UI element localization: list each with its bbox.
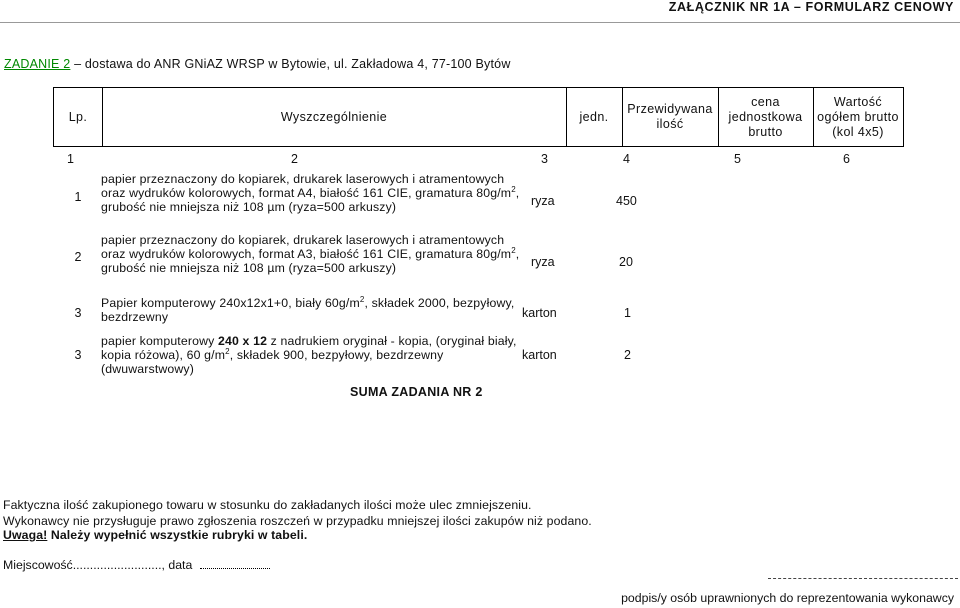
row-1-unit: ryza xyxy=(531,194,555,208)
row-2-lp: 2 xyxy=(74,250,82,264)
row-1-desc-part: papier przeznaczony do kopiarek, drukarek laserowych i atramentowych oraz wydruków kolorowych, format A4, białość 161 CIE, gramatura 80g/m xyxy=(101,172,512,200)
column-number-row xyxy=(53,152,904,166)
row-4-lp: 3 xyxy=(74,348,82,362)
row-2-desc-part: papier przeznaczony do kopiarek, drukarek laserowych i atramentowych oraz wydruków kolorowych, format A3, białość 161 CIE, gramatura 80g/m xyxy=(101,233,512,261)
row-1-description xyxy=(101,172,521,214)
row-1-lp: 1 xyxy=(74,190,82,204)
row-4-quantity: 2 xyxy=(624,348,631,362)
task-sum-label: SUMA ZADANIA NR 2 xyxy=(350,385,483,399)
row-2-description xyxy=(101,233,521,275)
column-number: 1 xyxy=(67,152,74,166)
note-warning xyxy=(3,528,307,542)
row-3-description xyxy=(101,296,521,324)
signature-dotted-line xyxy=(768,578,958,579)
row-3-desc-sup: 2 xyxy=(359,294,365,304)
row-2-unit: ryza xyxy=(531,255,555,269)
row-1-quantity: 450 xyxy=(616,194,637,208)
column-number: 2 xyxy=(291,152,298,166)
row-2-desc-part: , grubość nie mniejsza niż 108 µm (ryza=500 arkuszy) xyxy=(101,247,520,275)
row-1-desc-part: , grubość nie mniejsza niż 108 µm (ryza=500 arkuszy) xyxy=(101,186,520,214)
row-4-desc-bold: 240 x 12 xyxy=(218,334,268,348)
header-unit-price: cena jednostkowa brutto xyxy=(728,94,803,139)
header-unit: jedn. xyxy=(579,109,609,124)
header-description: Wyszczególnienie xyxy=(280,109,388,124)
place-date-label: Miejscowość.........................., data xyxy=(3,558,196,572)
row-4-unit: karton xyxy=(522,348,557,362)
row-4-desc-part: , składek 900, bezpyłowy, bezdrzewny (dwuwarstwowy) xyxy=(101,348,444,376)
column-number: 6 xyxy=(843,152,850,166)
row-4-desc-part: z nadrukiem oryginał - kopia, (oryginał biały, kopia różowa), 60 g/m xyxy=(101,334,517,362)
row-3-desc-part: Papier komputerowy 240x12x1+0, biały 60g/m xyxy=(101,296,360,310)
place-date-line xyxy=(3,558,270,572)
column-number: 4 xyxy=(623,152,630,166)
row-4-description xyxy=(101,334,521,376)
row-3-unit: karton xyxy=(522,306,557,320)
document-title: ZAŁĄCZNIK NR 1A – FORMULARZ CENOWY xyxy=(668,0,954,14)
note-claims: Wykonawcy nie przysługuje prawo zgłoszenia roszczeń w przypadku mniejszej ilości zakupów niż podano. xyxy=(3,514,592,528)
task-line xyxy=(4,57,511,71)
header-divider xyxy=(0,22,960,23)
row-4-desc-part: papier komputerowy xyxy=(101,334,218,348)
column-number: 3 xyxy=(541,152,548,166)
warning-label: Uwaga! xyxy=(3,528,48,542)
row-3-desc-part: , składek 2000, bezpyłowy, bezdrzewny xyxy=(101,296,515,324)
warning-text: Należy wypełnić wszystkie rubryki w tabeli. xyxy=(47,528,308,542)
row-4-desc-sup: 2 xyxy=(225,346,230,356)
header-quantity: Przewidywana ilość xyxy=(627,102,713,131)
note-quantity: Faktyczna ilość zakupionego towaru w stosunku do zakładanych ilości może ulec zmniejszeniu. xyxy=(3,498,532,512)
row-2-quantity: 20 xyxy=(619,255,633,269)
row-1-desc-sup: 2 xyxy=(511,184,516,194)
signature-caption: podpis/y osób uprawnionych do reprezentowania wykonawcy xyxy=(621,591,954,605)
row-3-lp: 3 xyxy=(74,306,82,320)
table-header xyxy=(53,87,904,147)
row-3-quantity: 1 xyxy=(624,306,631,320)
header-total-value: Wartość ogółem brutto (kol 4x5) xyxy=(817,94,899,139)
date-dotted-field xyxy=(200,568,270,569)
row-2-desc-sup: 2 xyxy=(511,245,516,255)
task-description: – dostawa do ANR GNiAZ WRSP w Bytowie, ul. Zakładowa 4, 77-100 Bytów xyxy=(70,57,511,71)
task-tag: ZADANIE 2 xyxy=(4,57,71,71)
header-lp: Lp. xyxy=(68,109,88,124)
column-number: 5 xyxy=(734,152,741,166)
